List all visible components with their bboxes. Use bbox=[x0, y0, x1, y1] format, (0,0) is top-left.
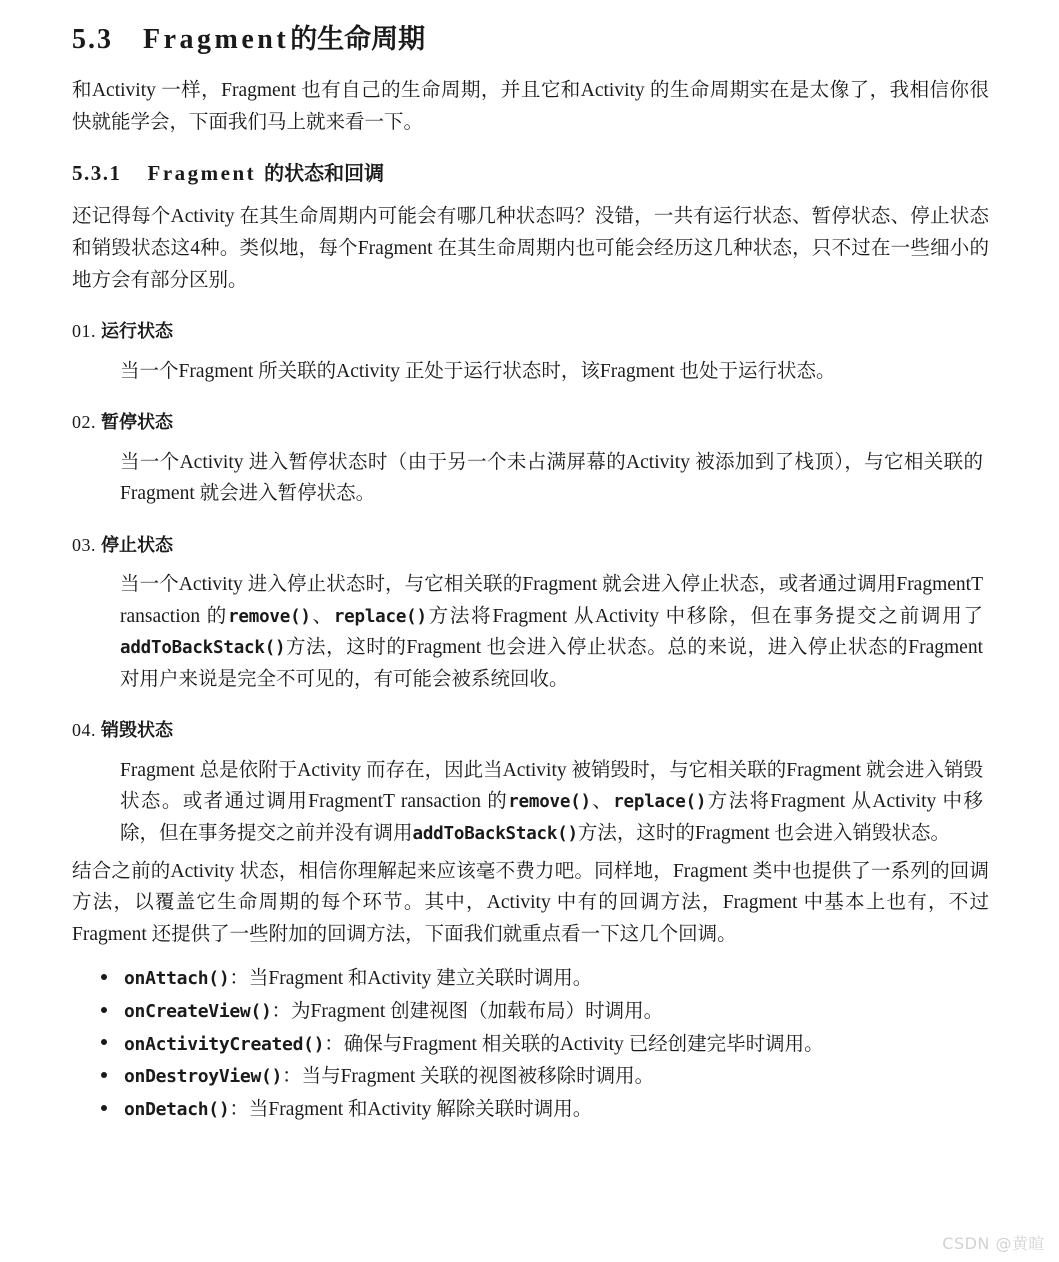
state-heading bbox=[72, 534, 989, 557]
callback-description: 为Fragment 创建视图（加载布局）时调用。 bbox=[291, 1000, 664, 1022]
code-token: addToBackStack() bbox=[412, 823, 578, 844]
state-body bbox=[120, 356, 983, 388]
callback-method-name: onActivityCreated() bbox=[124, 1033, 325, 1055]
section-latin-title: Fragment bbox=[143, 24, 290, 55]
csdn-watermark: CSDN @黄暄 bbox=[942, 1234, 1045, 1253]
bullet-icon bbox=[101, 1105, 107, 1111]
callback-list bbox=[72, 964, 989, 1124]
callback-item bbox=[98, 1062, 989, 1092]
callback-description: 当与Fragment 关联的视图被移除时调用。 bbox=[301, 1066, 655, 1088]
callback-item bbox=[98, 1030, 989, 1060]
state-title: 运行状态 bbox=[101, 321, 173, 343]
state-heading bbox=[72, 320, 989, 343]
bullet-icon bbox=[101, 974, 107, 980]
body-text: 当一个Fragment 所关联的Activity 正处于运行状态时，该Fragment 也处于运行状态。 bbox=[120, 360, 836, 382]
bullet-icon bbox=[101, 1007, 107, 1013]
bullet-icon bbox=[101, 1039, 107, 1045]
callback-description: 当Fragment 和Activity 解除关联时调用。 bbox=[248, 1098, 593, 1120]
callback-item bbox=[98, 1095, 989, 1125]
callback-description: 确保与Fragment 相关联的Activity 已经创建完毕时调用。 bbox=[343, 1033, 824, 1055]
state-list bbox=[72, 320, 989, 849]
body-text: 方法，这时的Fragment 也会进入销毁状态。 bbox=[577, 822, 950, 844]
callback-method-name: onAttach() bbox=[124, 968, 230, 990]
state-number: 03. bbox=[72, 534, 96, 555]
closing-paragraph: 结合之前的Activity 状态，相信你理解起来应该毫不费力吧。同样地，Fragment 类中也提供了一系列的回调方法，以覆盖它生命周期的每个环节。其中，Activity 中有的回调方法，Fragment 中基本上也有，不过Fragment 还提供了一些附加的回调方法，下面我们就重点看一下这几个回调。 bbox=[72, 860, 989, 945]
callback-separator: ： bbox=[229, 968, 249, 990]
body-text: 方法将Fragment 从Activity 中移除，但在事务提交之前并没有调用 bbox=[120, 791, 983, 844]
code-token: replace() bbox=[613, 792, 707, 813]
section-cjk-title: 的生命周期 bbox=[290, 24, 426, 55]
state-title: 停止状态 bbox=[101, 534, 173, 556]
bullet-icon bbox=[101, 1072, 107, 1078]
state-body bbox=[120, 569, 983, 695]
section-number: 5.3 bbox=[72, 24, 113, 55]
subsection-heading bbox=[72, 160, 989, 187]
body-text: 、 bbox=[590, 791, 614, 813]
state-number: 01. bbox=[72, 321, 96, 342]
code-token: remove() bbox=[508, 792, 591, 813]
callback-method-name: onDestroyView() bbox=[124, 1066, 283, 1088]
callback-separator: ： bbox=[271, 1000, 292, 1022]
body-text: 当一个Activity 进入停止状态时，与它相关联的Fragment 就会进入停止状态，或者通过调用FragmentT ransaction 的 bbox=[120, 574, 983, 627]
callback-separator: ： bbox=[282, 1066, 302, 1088]
body-text: 、 bbox=[310, 605, 334, 627]
state-heading bbox=[72, 411, 989, 434]
body-text: 方法，这时的Fragment 也会进入停止状态。总的来说，进入停止状态的Fragment 对用户来说是完全不可见的，有可能会被系统回收。 bbox=[120, 637, 983, 690]
subsection-number: 5.3.1 bbox=[72, 161, 122, 186]
callback-item bbox=[98, 997, 989, 1027]
body-text: 当一个Activity 进入暂停状态时（由于另一个未占满屏幕的Activity 被添加到了栈顶），与它相关联的Fragment 就会进入暂停状态。 bbox=[120, 451, 983, 505]
state-heading bbox=[72, 719, 989, 742]
callback-method-name: onDetach() bbox=[124, 1098, 230, 1120]
code-token: replace() bbox=[333, 606, 427, 627]
subsection-paragraph: 还记得每个Activity 在其生命周期内可能会有哪几种状态吗？没错，一共有运行状态、暂停状态、停止状态和销毁状态这4种。类似地，每个Fragment 在其生命周期内也可能会经历这几种状态，只不过在一些细小的地方会有部分区别。 bbox=[72, 206, 989, 291]
code-token: remove() bbox=[228, 606, 311, 627]
state-body bbox=[120, 755, 983, 850]
state-title: 暂停状态 bbox=[101, 412, 173, 434]
intro-paragraph: 和Activity 一样，Fragment 也有自己的生命周期，并且它和Activity 的生命周期实在是太像了，我相信你很快就能学会，下面我们马上就来看一下。 bbox=[72, 80, 989, 133]
body-text: 方法将Fragment 从Activity 中移除，但在事务提交之前调用了 bbox=[426, 605, 983, 627]
state-title: 销毁状态 bbox=[101, 720, 173, 742]
callback-item bbox=[98, 964, 989, 994]
subsection-cjk-title: 的状态和回调 bbox=[264, 161, 385, 186]
body-text: Fragment 总是依附于Activity 而存在，因此当Activity 被销毁时，与它相关联的Fragment 就会进入销毁状态。或者通过调用FragmentT ransaction 的 bbox=[120, 759, 983, 813]
state-body bbox=[120, 447, 983, 510]
subsection-latin-title: Fragment bbox=[147, 161, 257, 186]
state-number: 04. bbox=[72, 720, 96, 741]
section-heading bbox=[72, 22, 989, 57]
state-number: 02. bbox=[72, 412, 96, 433]
callback-method-name: onCreateView() bbox=[124, 1000, 272, 1022]
callback-separator: ： bbox=[324, 1033, 344, 1055]
code-token: addToBackStack() bbox=[120, 638, 286, 659]
callback-description: 当Fragment 和Activity 建立关联时调用。 bbox=[248, 968, 593, 990]
callback-separator: ： bbox=[229, 1098, 249, 1120]
